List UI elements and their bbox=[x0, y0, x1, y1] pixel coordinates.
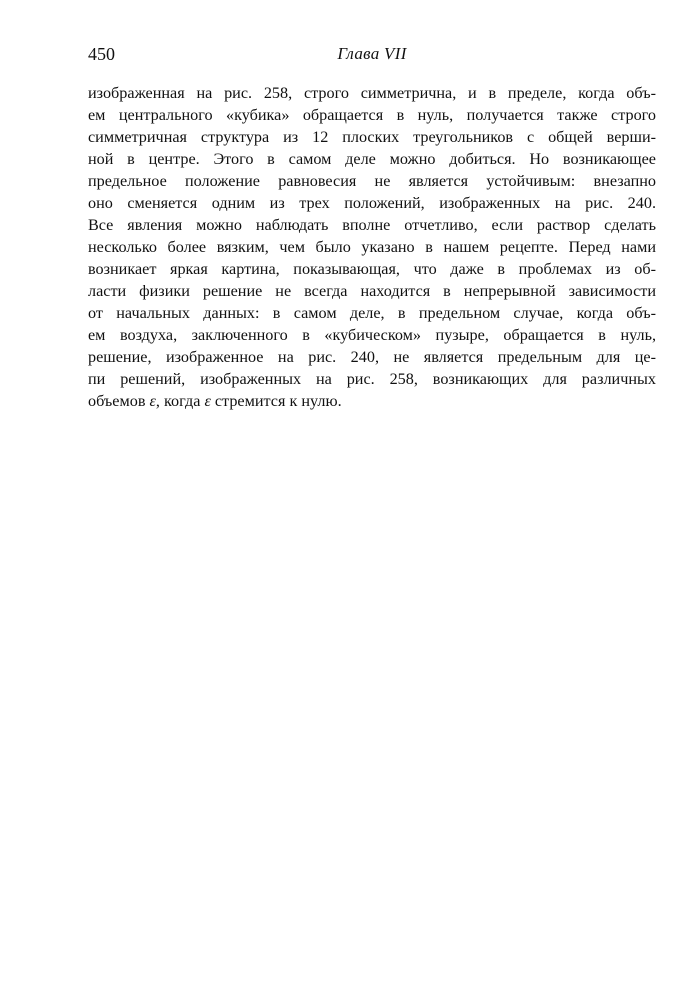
text-line: ем центрального «кубика» обращается в нуль, получается также строго bbox=[88, 106, 656, 124]
text-line: ласти физики решение не всегда находится в непрерывной зависимости bbox=[88, 282, 656, 300]
text-fragment: стремится к нулю. bbox=[210, 392, 342, 410]
text-line: от начальных данных: в самом деле, в предельном случае, когда объ- bbox=[88, 304, 656, 322]
text-line: симметричная структура из 12 плоских треугольников с общей верши- bbox=[88, 128, 656, 146]
running-head bbox=[88, 42, 656, 66]
body-paragraph bbox=[88, 82, 656, 412]
text-line: Все явления можно наблюдать вполне отчетливо, если раствор сделать bbox=[88, 216, 656, 234]
text-line: ем воздуха, заключенного в «кубическом» пузыре, обращается в нуль, bbox=[88, 326, 656, 344]
text-line: пи решений, изображенных на рис. 258, возникающих для различных bbox=[88, 370, 656, 388]
chapter-title: Глава VII bbox=[337, 44, 407, 63]
epsilon-symbol: ε bbox=[149, 392, 156, 410]
text-fragment: , когда bbox=[155, 392, 205, 410]
epsilon-symbol: ε bbox=[204, 392, 211, 410]
text-line: ной в центре. Этого в самом деле можно добиться. Но возникающее bbox=[88, 150, 656, 168]
text-line: изображенная на рис. 258, строго симметрична, и в пределе, когда объ- bbox=[88, 84, 656, 102]
page-number: 450 bbox=[88, 44, 115, 64]
text-line: возникает яркая картина, показывающая, что даже в проблемах из об- bbox=[88, 260, 656, 278]
text-line: несколько более вязким, чем было указано в нашем рецепте. Перед нами bbox=[88, 238, 656, 256]
text-line-last bbox=[88, 390, 656, 412]
text-fragment: объемов bbox=[88, 392, 150, 410]
text-line: оно сменяется одним из трех положений, изображенных на рис. 240. bbox=[88, 194, 656, 212]
text-line: предельное положение равновесия не является устойчивым: внезапно bbox=[88, 172, 656, 190]
text-line: решение, изображенное на рис. 240, не является предельным для це- bbox=[88, 348, 656, 366]
